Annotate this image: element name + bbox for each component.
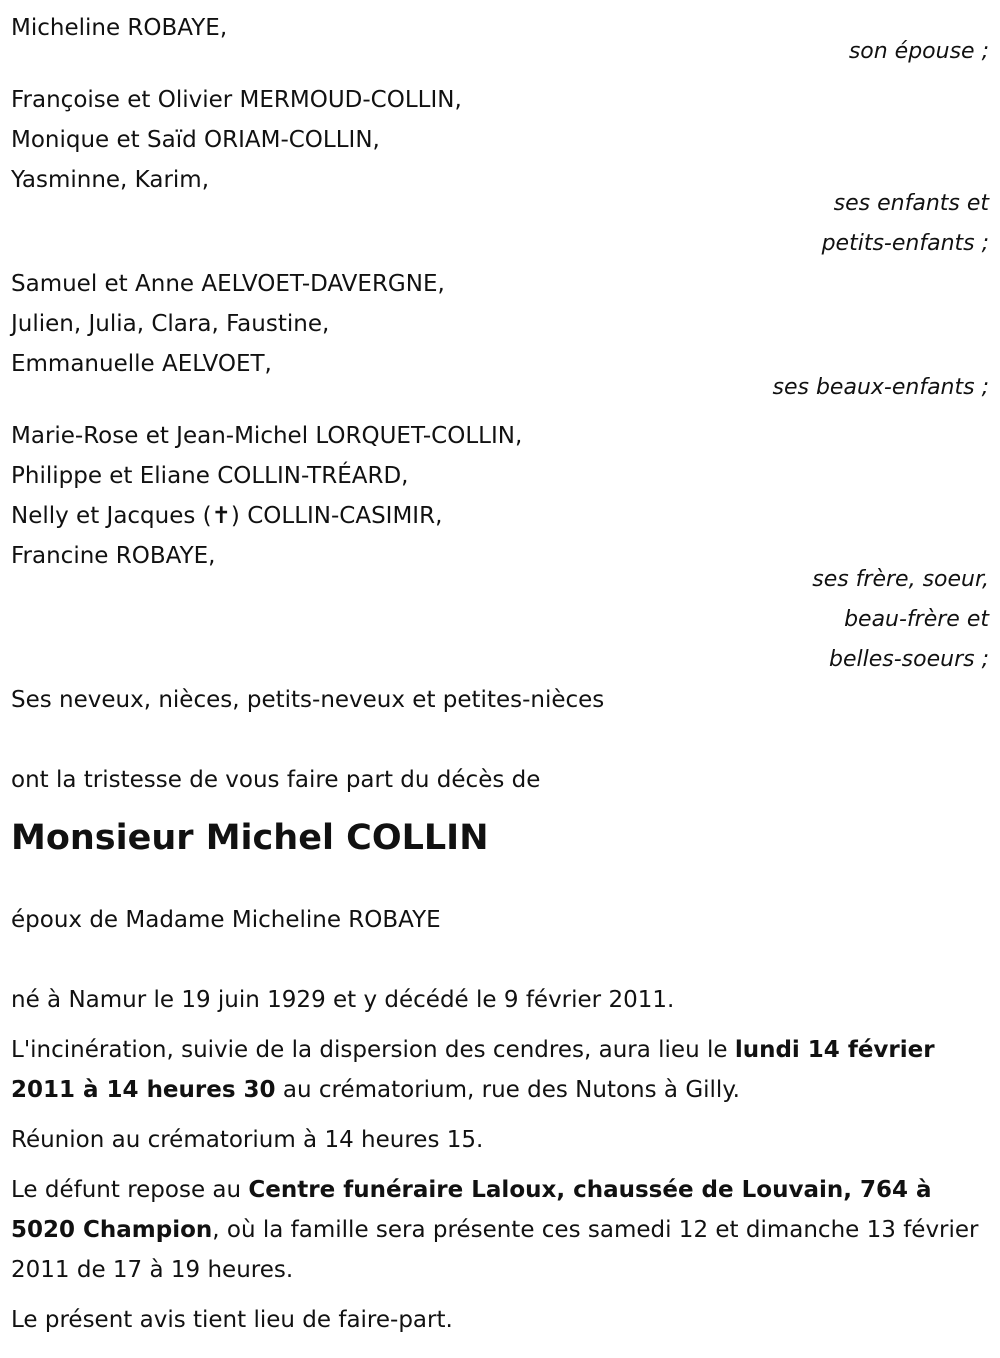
relation-label: ses frère, soeur, bbox=[812, 567, 989, 592]
family-name-line: Marie-Rose et Jean-Michel LORQUET-COLLIN, bbox=[11, 423, 523, 449]
ceremony-text: L'incinération, suivie de la dispersion des cendres, aura lieu le bbox=[11, 1037, 735, 1063]
closing-paragraph: Le présent avis tient lieu de faire-part. bbox=[11, 1307, 453, 1333]
funeral-home: Centre funéraire Laloux, chaussée de Louvain, 764 à 5020 Champion bbox=[11, 1177, 932, 1243]
obituary-notice bbox=[11, 8, 989, 1350]
repose-paragraph bbox=[11, 1170, 989, 1290]
relation-label: son épouse ; bbox=[848, 39, 989, 64]
family-name-line: Nelly et Jacques (✝) COLLIN-CASIMIR, bbox=[11, 503, 443, 529]
family-group-spouse bbox=[11, 8, 989, 72]
family-name-line: Emmanuelle AELVOET, bbox=[11, 351, 272, 377]
family-name-line: Monique et Saïd ORIAM-COLLIN, bbox=[11, 127, 380, 153]
nephews-line: Ses neveux, nièces, petits-neveux et petites-nièces bbox=[11, 687, 605, 713]
family-name-line: Françoise et Olivier MERMOUD-COLLIN, bbox=[11, 87, 462, 113]
repose-visit: , où la famille sera présente ces samedi 12 et dimanche 13 février 2011 de 17 à 19 heures. bbox=[11, 1217, 979, 1283]
ceremony-location: au crématorium, rue des Nutons à Gilly. bbox=[275, 1077, 740, 1103]
spouse-line: époux de Madame Micheline ROBAYE bbox=[11, 907, 441, 933]
ceremony-date: lundi 14 février 2011 à 14 heures 30 bbox=[11, 1037, 935, 1103]
family-name-line: Francine ROBAYE, bbox=[11, 543, 216, 569]
relation-label: ses enfants et bbox=[833, 191, 989, 216]
relation-label: ses beaux-enfants ; bbox=[772, 375, 989, 400]
family-group-siblings bbox=[11, 416, 989, 680]
relation-label: belles-soeurs ; bbox=[829, 647, 989, 672]
family-name-line: Julien, Julia, Clara, Faustine, bbox=[11, 311, 330, 337]
family-group-children bbox=[11, 80, 989, 264]
family-name-line: Samuel et Anne AELVOET-DAVERGNE, bbox=[11, 271, 445, 297]
relation-label: beau-frère et bbox=[844, 607, 989, 632]
family-name-line: Yasminne, Karim, bbox=[11, 167, 210, 193]
relation-label: petits-enfants ; bbox=[821, 231, 989, 256]
deceased-name: Monsieur Michel COLLIN bbox=[11, 818, 489, 858]
ceremony-paragraph bbox=[11, 1030, 989, 1110]
family-group-stepchildren bbox=[11, 264, 989, 408]
meeting-paragraph: Réunion au crématorium à 14 heures 15. bbox=[11, 1127, 484, 1153]
repose-text: Le défunt repose au bbox=[11, 1177, 249, 1203]
announcement-line: ont la tristesse de vous faire part du décès de bbox=[11, 767, 541, 793]
birth-death-paragraph: né à Namur le 19 juin 1929 et y décédé le 9 février 2011. bbox=[11, 987, 675, 1013]
family-name-line: Philippe et Eliane COLLIN-TRÉARD, bbox=[11, 463, 409, 489]
family-name-line: Micheline ROBAYE, bbox=[11, 15, 228, 41]
